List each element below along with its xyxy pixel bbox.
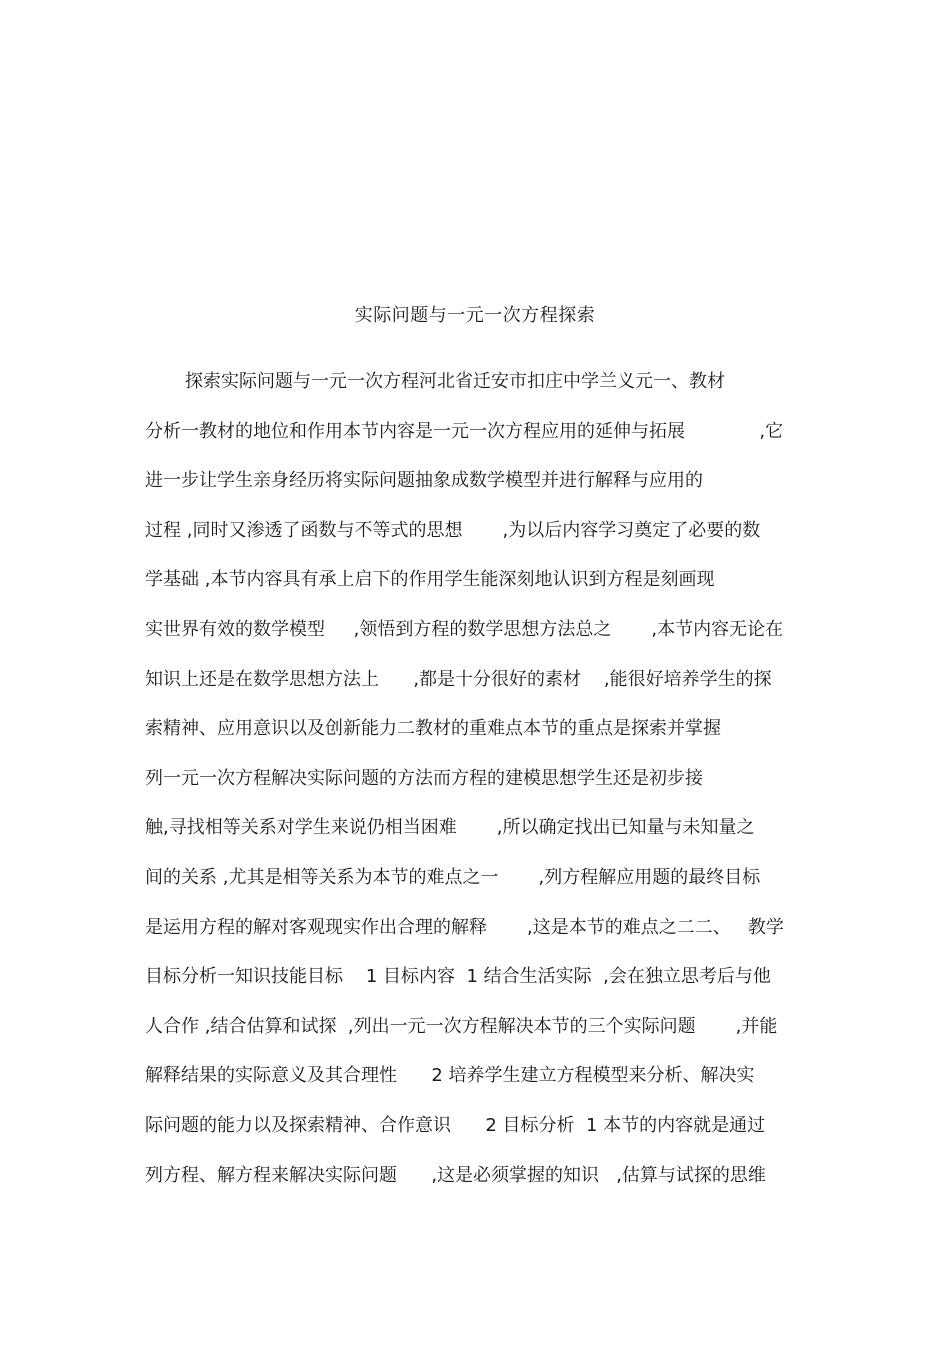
text-line: 过程 ,同时又渗透了函数与不等式的思想 ,为以后内容学习奠定了必要的数 bbox=[145, 519, 761, 541]
text-line: 人合作 ,结合估算和试探 ,列出一元一次方程解决本节的三个实际问题 ,并能 bbox=[145, 1015, 778, 1037]
text-line: 索精神、应用意识以及创新能力二教材的重难点本节的重点是探索并掌握 bbox=[145, 718, 721, 740]
text-line: 进一步让学生亲身经历将实际问题抽象成数学模型并进行解释与应用的 bbox=[145, 470, 703, 492]
text-line: 列一元一次方程解决实际问题的方法而方程的建模思想学生还是初步接 bbox=[145, 767, 703, 789]
text-line: 知识上还是在数学思想方法上 ,都是十分很好的素材 ,能很好培养学生的探 bbox=[145, 668, 772, 690]
document-body bbox=[145, 368, 810, 1211]
text-line: 分析一教材的地位和作用本节内容是一元一次方程应用的延伸与拓展 ,它 bbox=[145, 420, 784, 442]
text-line: 际问题的能力以及探索精神、合作意识 2 目标分析 1 本节的内容就是通过 bbox=[145, 1114, 766, 1136]
text-line: 列方程、解方程来解决实际问题 ,这是必须掌握的知识 ,估算与试探的思维 bbox=[145, 1164, 766, 1186]
text-line: 目标分析一知识技能目标 1 目标内容 1 结合生活实际 ,会在独立思考后与他 bbox=[145, 966, 771, 988]
text-line: 学基础 ,本节内容具有承上启下的作用学生能深刻地认识到方程是刻画现 bbox=[145, 569, 715, 591]
text-line: 解释结果的实际意义及其合理性 2 培养学生建立方程模型来分析、解决实 bbox=[145, 1065, 755, 1087]
text-line: 间的关系 ,尤其是相等关系为本节的难点之一 ,列方程解应用题的最终目标 bbox=[145, 866, 761, 888]
document-title: 实际问题与一元一次方程探索 bbox=[354, 305, 596, 326]
text-line: 实世界有效的数学模型 ,领悟到方程的数学思想方法总之 ,本节内容无论在 bbox=[145, 618, 784, 640]
text-line: 探索实际问题与一元一次方程河北省迁安市扣庄中学兰义元一、教材 bbox=[185, 371, 725, 392]
text-line: 是运用方程的解对客观现实作出合理的解释 ,这是本节的难点之二二、 教学 bbox=[145, 916, 784, 938]
text-line: 触,寻找相等关系对学生来说仍相当困难 ,所以确定找出已知量与未知量之 bbox=[145, 817, 755, 839]
